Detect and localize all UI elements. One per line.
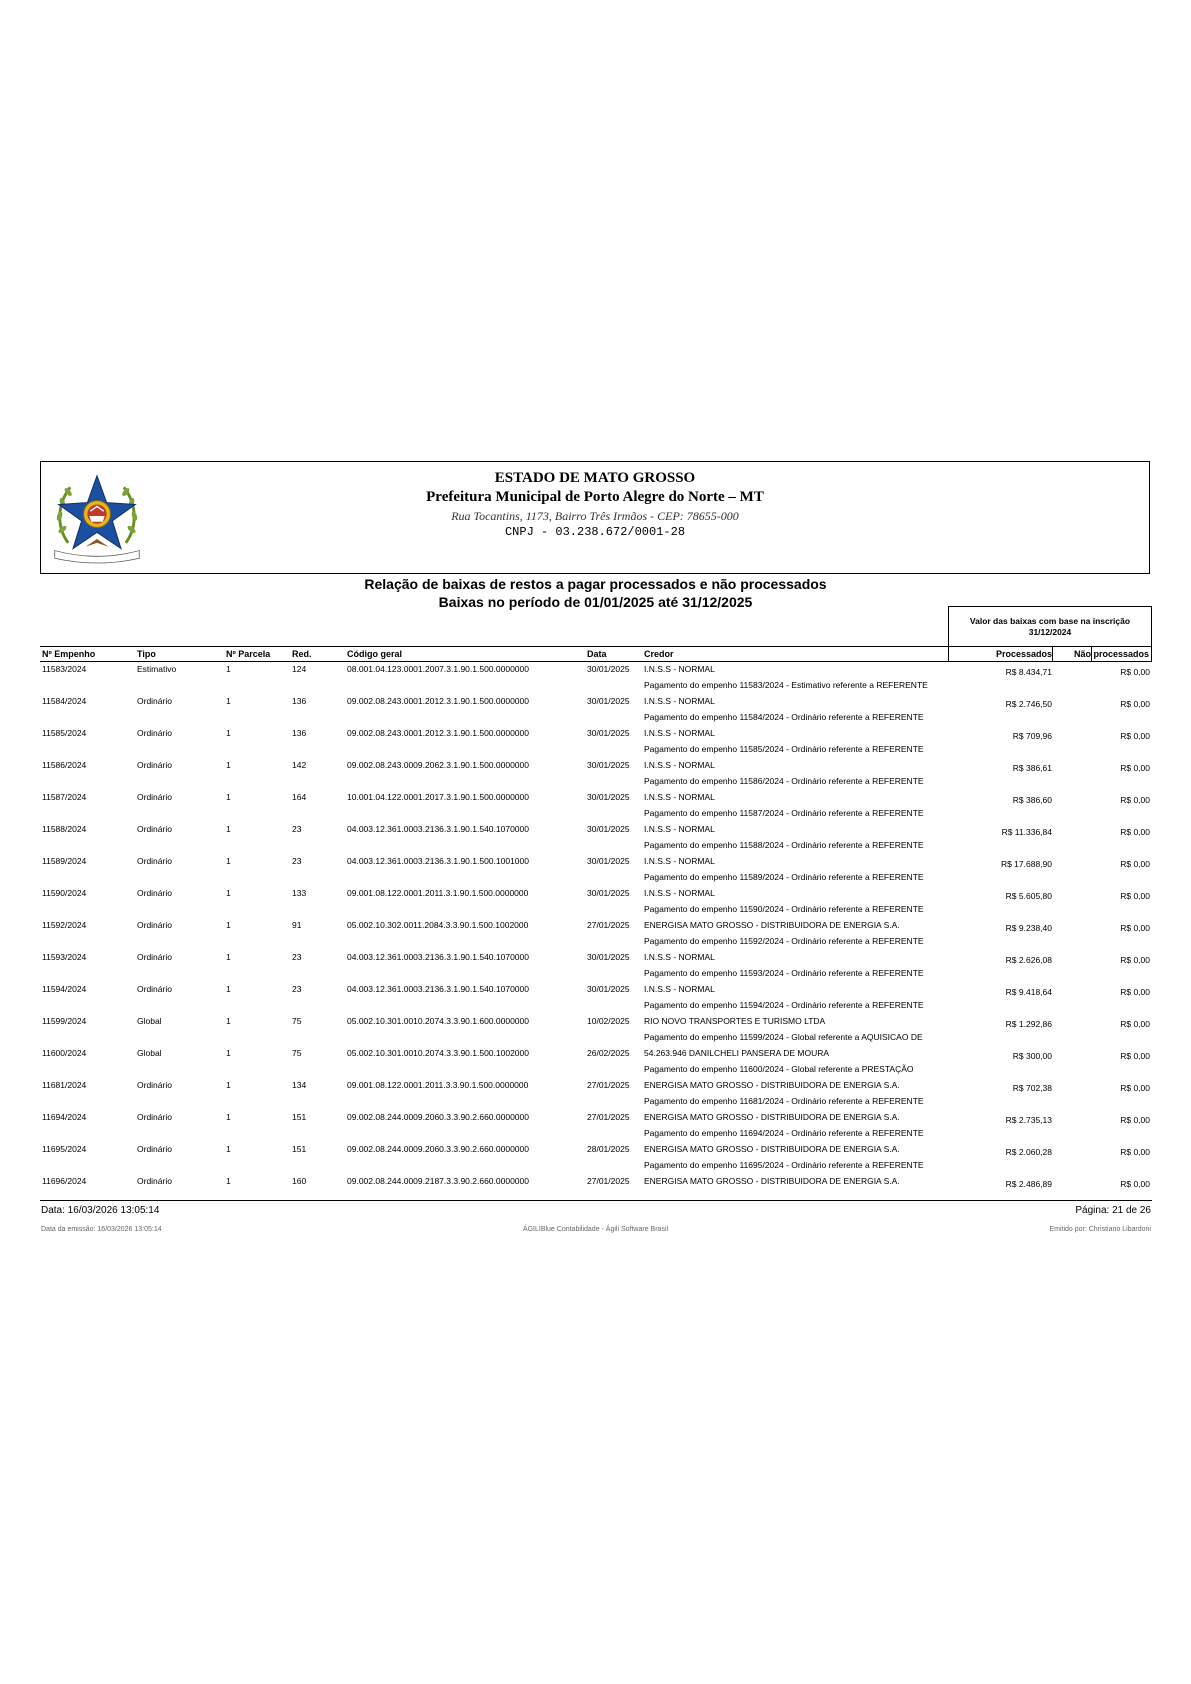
cell-codigo: 08.001.04.123.0001.2007.3.1.90.1.500.0000000	[347, 664, 529, 674]
table-row	[40, 982, 1152, 1014]
col-codigo: Código geral	[347, 649, 403, 659]
cell-processados: R$ 9.418,64	[1005, 987, 1052, 997]
cell-red: 23	[292, 824, 302, 834]
cell-parcela: 1	[226, 824, 231, 834]
cell-empenho: 11600/2024	[42, 1048, 87, 1058]
cell-data: 30/01/2025	[587, 792, 630, 802]
cell-red: 133	[292, 888, 307, 898]
cell-red: 124	[292, 664, 307, 674]
table-row	[40, 822, 1152, 854]
table-row	[40, 694, 1152, 726]
cell-red: 151	[292, 1144, 307, 1154]
report-title: Relação de baixas de restos a pagar processados e não processados	[364, 576, 827, 592]
table-row	[40, 1174, 1152, 1206]
cell-data: 30/01/2025	[587, 888, 630, 898]
cell-processados: R$ 386,60	[1012, 795, 1052, 805]
table-row	[40, 886, 1152, 918]
cell-credor: ENERGISA MATO GROSSO - DISTRIBUIDORA DE ENERGIA S.A.	[644, 1176, 900, 1186]
cell-credor: I.N.S.S - NORMAL	[644, 824, 715, 834]
cell-processados: R$ 702,38	[1012, 1083, 1052, 1093]
software-credit: ÁGILIBlue Contabilidade - Ágili Software Brasil	[522, 1226, 669, 1233]
cell-processados: R$ 709,96	[1012, 731, 1052, 741]
cell-codigo: 09.002.08.243.0009.2062.3.1.90.1.500.0000000	[347, 760, 529, 770]
cell-nao-processados: R$ 0,00	[1120, 955, 1150, 965]
cell-parcela: 1	[226, 664, 231, 674]
cell-nao-processados: R$ 0,00	[1120, 731, 1150, 741]
cell-codigo: 05.002.10.301.0010.2074.3.3.90.1.500.1002000	[347, 1048, 529, 1058]
cell-red: 151	[292, 1112, 307, 1122]
cell-tipo: Ordinário	[137, 1144, 172, 1154]
cell-nao-processados: R$ 0,00	[1120, 1147, 1150, 1157]
cell-data: 10/02/2025	[587, 1016, 630, 1026]
cell-nao-processados: R$ 0,00	[1120, 1019, 1150, 1029]
cell-empenho: 11586/2024	[42, 760, 87, 770]
cell-parcela: 1	[226, 952, 231, 962]
table-row	[40, 950, 1152, 982]
cell-tipo: Ordinário	[137, 1112, 172, 1122]
cell-data: 27/01/2025	[587, 1112, 630, 1122]
cell-historico: Pagamento do empenho 11588/2024 - Ordinário referente a REFERENTE	[644, 840, 924, 850]
col-tipo: Tipo	[137, 649, 156, 659]
cell-empenho: 11592/2024	[42, 920, 87, 930]
cell-historico: Pagamento do empenho 11694/2024 - Ordinário referente a REFERENTE	[644, 1128, 924, 1138]
cell-tipo: Estimativo	[137, 664, 177, 674]
cell-processados: R$ 17.688,90	[1000, 859, 1052, 869]
cell-parcela: 1	[226, 1112, 231, 1122]
cell-historico: Pagamento do empenho 11592/2024 - Ordinário referente a REFERENTE	[644, 936, 924, 946]
cell-codigo: 09.002.08.244.0009.2187.3.3.90.2.660.0000000	[347, 1176, 529, 1186]
cell-credor: RIO NOVO TRANSPORTES E TURISMO LTDA	[644, 1016, 826, 1026]
cell-red: 75	[292, 1016, 302, 1026]
cell-processados: R$ 2.735,13	[1005, 1115, 1052, 1125]
cell-empenho: 11589/2024	[42, 856, 87, 866]
table-row	[40, 854, 1152, 886]
cell-parcela: 1	[226, 1048, 231, 1058]
cell-codigo: 09.002.08.243.0001.2012.3.1.90.1.500.0000000	[347, 696, 529, 706]
table-row	[40, 1014, 1152, 1046]
cell-codigo: 10.001.04.122.0001.2017.3.1.90.1.500.0000000	[347, 792, 529, 802]
cell-data: 28/01/2025	[587, 1144, 630, 1154]
cell-tipo: Ordinário	[137, 1176, 172, 1186]
cell-parcela: 1	[226, 792, 231, 802]
cell-codigo: 09.002.08.244.0009.2060.3.3.90.2.660.0000000	[347, 1144, 529, 1154]
table-row	[40, 1078, 1152, 1110]
cell-empenho: 11585/2024	[42, 728, 87, 738]
cell-nao-processados: R$ 0,00	[1120, 987, 1150, 997]
cell-data: 30/01/2025	[587, 728, 630, 738]
cell-parcela: 1	[226, 1176, 231, 1186]
cell-credor: ENERGISA MATO GROSSO - DISTRIBUIDORA DE ENERGIA S.A.	[644, 1144, 900, 1154]
cell-nao-processados: R$ 0,00	[1120, 763, 1150, 773]
cell-parcela: 1	[226, 760, 231, 770]
cell-nao-processados: R$ 0,00	[1120, 795, 1150, 805]
cell-red: 75	[292, 1048, 302, 1058]
cell-parcela: 1	[226, 1144, 231, 1154]
cell-credor: I.N.S.S - NORMAL	[644, 664, 715, 674]
report-header	[40, 461, 1150, 574]
cell-parcela: 1	[226, 1080, 231, 1090]
cell-processados: R$ 9.238,40	[1005, 923, 1052, 933]
value-basis-label: Valor das baixas com base na inscrição	[969, 616, 1131, 626]
cell-data: 30/01/2025	[587, 984, 630, 994]
col-data: Data	[587, 649, 607, 659]
cell-red: 134	[292, 1080, 307, 1090]
cell-parcela: 1	[226, 920, 231, 930]
cell-empenho: 11695/2024	[42, 1144, 87, 1154]
cell-tipo: Ordinário	[137, 760, 172, 770]
value-basis-date: 31/12/2024	[1028, 627, 1072, 637]
cell-processados: R$ 2.060,28	[1005, 1147, 1052, 1157]
cell-processados: R$ 2.746,50	[1005, 699, 1052, 709]
cell-historico: Pagamento do empenho 11584/2024 - Ordinário referente a REFERENTE	[644, 712, 924, 722]
cell-empenho: 11583/2024	[42, 664, 87, 674]
cell-credor: I.N.S.S - NORMAL	[644, 888, 715, 898]
cell-tipo: Ordinário	[137, 824, 172, 834]
cell-processados: R$ 11.336,84	[1001, 827, 1052, 837]
cell-historico: Pagamento do empenho 11600/2024 - Global referente a PRESTAÇÃO	[644, 1064, 914, 1074]
cell-codigo: 04.003.12.361.0003.2136.3.1.90.1.540.1070000	[347, 952, 529, 962]
cell-processados: R$ 300,00	[1012, 1051, 1052, 1061]
cell-historico: Pagamento do empenho 11585/2024 - Ordinário referente a REFERENTE	[644, 744, 924, 754]
prefecture-cnpj: CNPJ - 03.238.672/0001-28	[504, 525, 686, 539]
cell-credor: I.N.S.S - NORMAL	[644, 792, 715, 802]
cell-historico: Pagamento do empenho 11590/2024 - Ordinário referente a REFERENTE	[644, 904, 924, 914]
cell-tipo: Ordinário	[137, 920, 172, 930]
cell-credor: ENERGISA MATO GROSSO - DISTRIBUIDORA DE ENERGIA S.A.	[644, 1112, 900, 1122]
cell-data: 27/01/2025	[587, 1176, 630, 1186]
cell-empenho: 11590/2024	[42, 888, 87, 898]
footer-page-number: Página: 21 de 26	[1075, 1205, 1151, 1216]
cell-tipo: Global	[137, 1048, 162, 1058]
cell-codigo: 04.003.12.361.0003.2136.3.1.90.1.540.1070000	[347, 824, 529, 834]
cell-empenho: 11594/2024	[42, 984, 87, 994]
prefecture-name: Prefeitura Municipal de Porto Alegre do Norte – MT	[426, 489, 764, 505]
cell-historico: Pagamento do empenho 11593/2024 - Ordinário referente a REFERENTE	[644, 968, 924, 978]
cell-nao-processados: R$ 0,00	[1120, 923, 1150, 933]
cell-data: 26/02/2025	[587, 1048, 630, 1058]
cell-parcela: 1	[226, 856, 231, 866]
footer-date: Data: 16/03/2026 13:05:14	[41, 1205, 160, 1216]
cell-historico: Pagamento do empenho 11681/2024 - Ordinário referente a REFERENTE	[644, 1096, 924, 1106]
cell-empenho: 11694/2024	[42, 1112, 87, 1122]
cell-historico: Pagamento do empenho 11589/2024 - Ordinário referente a REFERENTE	[644, 872, 924, 882]
cell-red: 91	[292, 920, 302, 930]
table-row	[40, 726, 1152, 758]
cell-red: 142	[292, 760, 307, 770]
col-parcela: Nº Parcela	[226, 649, 271, 659]
cell-credor: I.N.S.S - NORMAL	[644, 984, 715, 994]
table-row	[40, 1142, 1152, 1174]
cell-empenho: 11681/2024	[42, 1080, 87, 1090]
cell-historico: Pagamento do empenho 11594/2024 - Ordinário referente a REFERENTE	[644, 1000, 924, 1010]
cell-credor: I.N.S.S - NORMAL	[644, 856, 715, 866]
cell-codigo: 05.002.10.301.0010.2074.3.3.90.1.600.0000000	[347, 1016, 529, 1026]
value-basis-box	[948, 606, 1152, 646]
table-body	[40, 662, 1152, 1206]
cell-historico: Pagamento do empenho 11583/2024 - Estimativo referente a REFERENTE	[644, 680, 928, 690]
cell-red: 136	[292, 696, 307, 706]
cell-nao-processados: R$ 0,00	[1120, 859, 1150, 869]
cell-red: 23	[292, 856, 302, 866]
cell-red: 164	[292, 792, 307, 802]
table-row	[40, 1110, 1152, 1142]
cell-credor: ENERGISA MATO GROSSO - DISTRIBUIDORA DE ENERGIA S.A.	[644, 1080, 900, 1090]
cell-processados: R$ 1.292,86	[1005, 1019, 1052, 1029]
cell-tipo: Ordinário	[137, 888, 172, 898]
col-empenho: Nº Empenho	[42, 649, 96, 659]
cell-credor: I.N.S.S - NORMAL	[644, 728, 715, 738]
cell-codigo: 04.003.12.361.0003.2136.3.1.90.1.500.1001000	[347, 856, 529, 866]
cell-historico: Pagamento do empenho 11695/2024 - Ordinário referente a REFERENTE	[644, 1160, 924, 1170]
cell-processados: R$ 8.434,71	[1005, 667, 1052, 677]
cell-tipo: Ordinário	[137, 984, 172, 994]
cell-empenho: 11587/2024	[42, 792, 87, 802]
cell-tipo: Ordinário	[137, 728, 172, 738]
col-red: Red.	[292, 649, 312, 659]
cell-processados: R$ 386,61	[1012, 763, 1052, 773]
cell-parcela: 1	[226, 1016, 231, 1026]
report-period: Baixas no período de 01/01/2025 até 31/12/2025	[438, 594, 753, 610]
cell-codigo: 05.002.10.302.0011.2084.3.3.90.1.500.1002000	[347, 920, 529, 930]
col-processados: Processados	[995, 649, 1052, 659]
cell-nao-processados: R$ 0,00	[1120, 667, 1150, 677]
prefecture-address: Rua Tocantins, 1173, Bairro Três Irmãos - CEP: 78655-000	[451, 509, 739, 523]
cell-processados: R$ 5.605,80	[1005, 891, 1052, 901]
cell-red: 136	[292, 728, 307, 738]
cell-nao-processados: R$ 0,00	[1120, 827, 1150, 837]
cell-parcela: 1	[226, 728, 231, 738]
cell-red: 160	[292, 1176, 307, 1186]
cell-codigo: 09.002.08.243.0001.2012.3.1.90.1.500.0000000	[347, 728, 529, 738]
cell-parcela: 1	[226, 696, 231, 706]
cell-credor: I.N.S.S - NORMAL	[644, 760, 715, 770]
cell-tipo: Ordinário	[137, 856, 172, 866]
cell-tipo: Ordinário	[137, 1080, 172, 1090]
cell-credor: ENERGISA MATO GROSSO - DISTRIBUIDORA DE ENERGIA S.A.	[644, 920, 900, 930]
cell-nao-processados: R$ 0,00	[1120, 891, 1150, 901]
cell-historico: Pagamento do empenho 11587/2024 - Ordinário referente a REFERENTE	[644, 808, 924, 818]
table-bottom-rule	[40, 1200, 1152, 1201]
cell-nao-processados: R$ 0,00	[1120, 699, 1150, 709]
table-row	[40, 918, 1152, 950]
cell-credor: I.N.S.S - NORMAL	[644, 952, 715, 962]
cell-credor: 54.263.946 DANILCHELI PANSERA DE MOURA	[644, 1048, 830, 1058]
table-header	[40, 646, 1152, 662]
cell-data: 30/01/2025	[587, 696, 630, 706]
cell-data: 30/01/2025	[587, 952, 630, 962]
cell-nao-processados: R$ 0,00	[1120, 1179, 1150, 1189]
cell-processados: R$ 2.486,89	[1005, 1179, 1052, 1189]
cell-processados: R$ 2.626,08	[1005, 955, 1052, 965]
cell-codigo: 04.003.12.361.0003.2136.3.1.90.1.540.1070000	[347, 984, 529, 994]
cell-historico: Pagamento do empenho 11586/2024 - Ordinário referente a REFERENTE	[644, 776, 924, 786]
cell-data: 30/01/2025	[587, 664, 630, 674]
cell-tipo: Ordinário	[137, 792, 172, 802]
cell-codigo: 09.001.08.122.0001.2011.3.1.90.1.500.0000000	[347, 888, 529, 898]
table-row	[40, 758, 1152, 790]
cell-data: 27/01/2025	[587, 920, 630, 930]
cell-codigo: 09.001.08.122.0001.2011.3.3.90.1.500.0000000	[347, 1080, 529, 1090]
cell-credor: I.N.S.S - NORMAL	[644, 696, 715, 706]
cell-data: 30/01/2025	[587, 824, 630, 834]
col-nao-processados: Não processados	[1073, 649, 1149, 659]
cell-tipo: Ordinário	[137, 952, 172, 962]
col-credor: Credor	[644, 649, 674, 659]
cell-historico: Pagamento do empenho 11599/2024 - Global referente a AQUISICAO DE	[644, 1032, 923, 1042]
cell-red: 23	[292, 984, 302, 994]
cell-data: 30/01/2025	[587, 760, 630, 770]
cell-parcela: 1	[226, 984, 231, 994]
cell-red: 23	[292, 952, 302, 962]
cell-parcela: 1	[226, 888, 231, 898]
emitter-name: Emitido por: Christiano Libardoni	[1049, 1226, 1151, 1233]
cell-empenho: 11584/2024	[42, 696, 87, 706]
cell-data: 27/01/2025	[587, 1080, 630, 1090]
state-name: ESTADO DE MATO GROSSO	[494, 470, 696, 486]
table-row	[40, 790, 1152, 822]
cell-nao-processados: R$ 0,00	[1120, 1115, 1150, 1125]
table-row	[40, 662, 1152, 694]
cell-tipo: Ordinário	[137, 696, 172, 706]
cell-empenho: 11696/2024	[42, 1176, 87, 1186]
cell-empenho: 11593/2024	[42, 952, 87, 962]
cell-data: 30/01/2025	[587, 856, 630, 866]
cell-nao-processados: R$ 0,00	[1120, 1051, 1150, 1061]
cell-tipo: Global	[137, 1016, 162, 1026]
cell-nao-processados: R$ 0,00	[1120, 1083, 1150, 1093]
emission-date: Data da emissão: 16/03/2026 13:05:14	[41, 1226, 162, 1233]
cell-empenho: 11588/2024	[42, 824, 87, 834]
cell-empenho: 11599/2024	[42, 1016, 87, 1026]
table-row	[40, 1046, 1152, 1078]
cell-codigo: 09.002.08.244.0009.2060.3.3.90.2.660.0000000	[347, 1112, 529, 1122]
